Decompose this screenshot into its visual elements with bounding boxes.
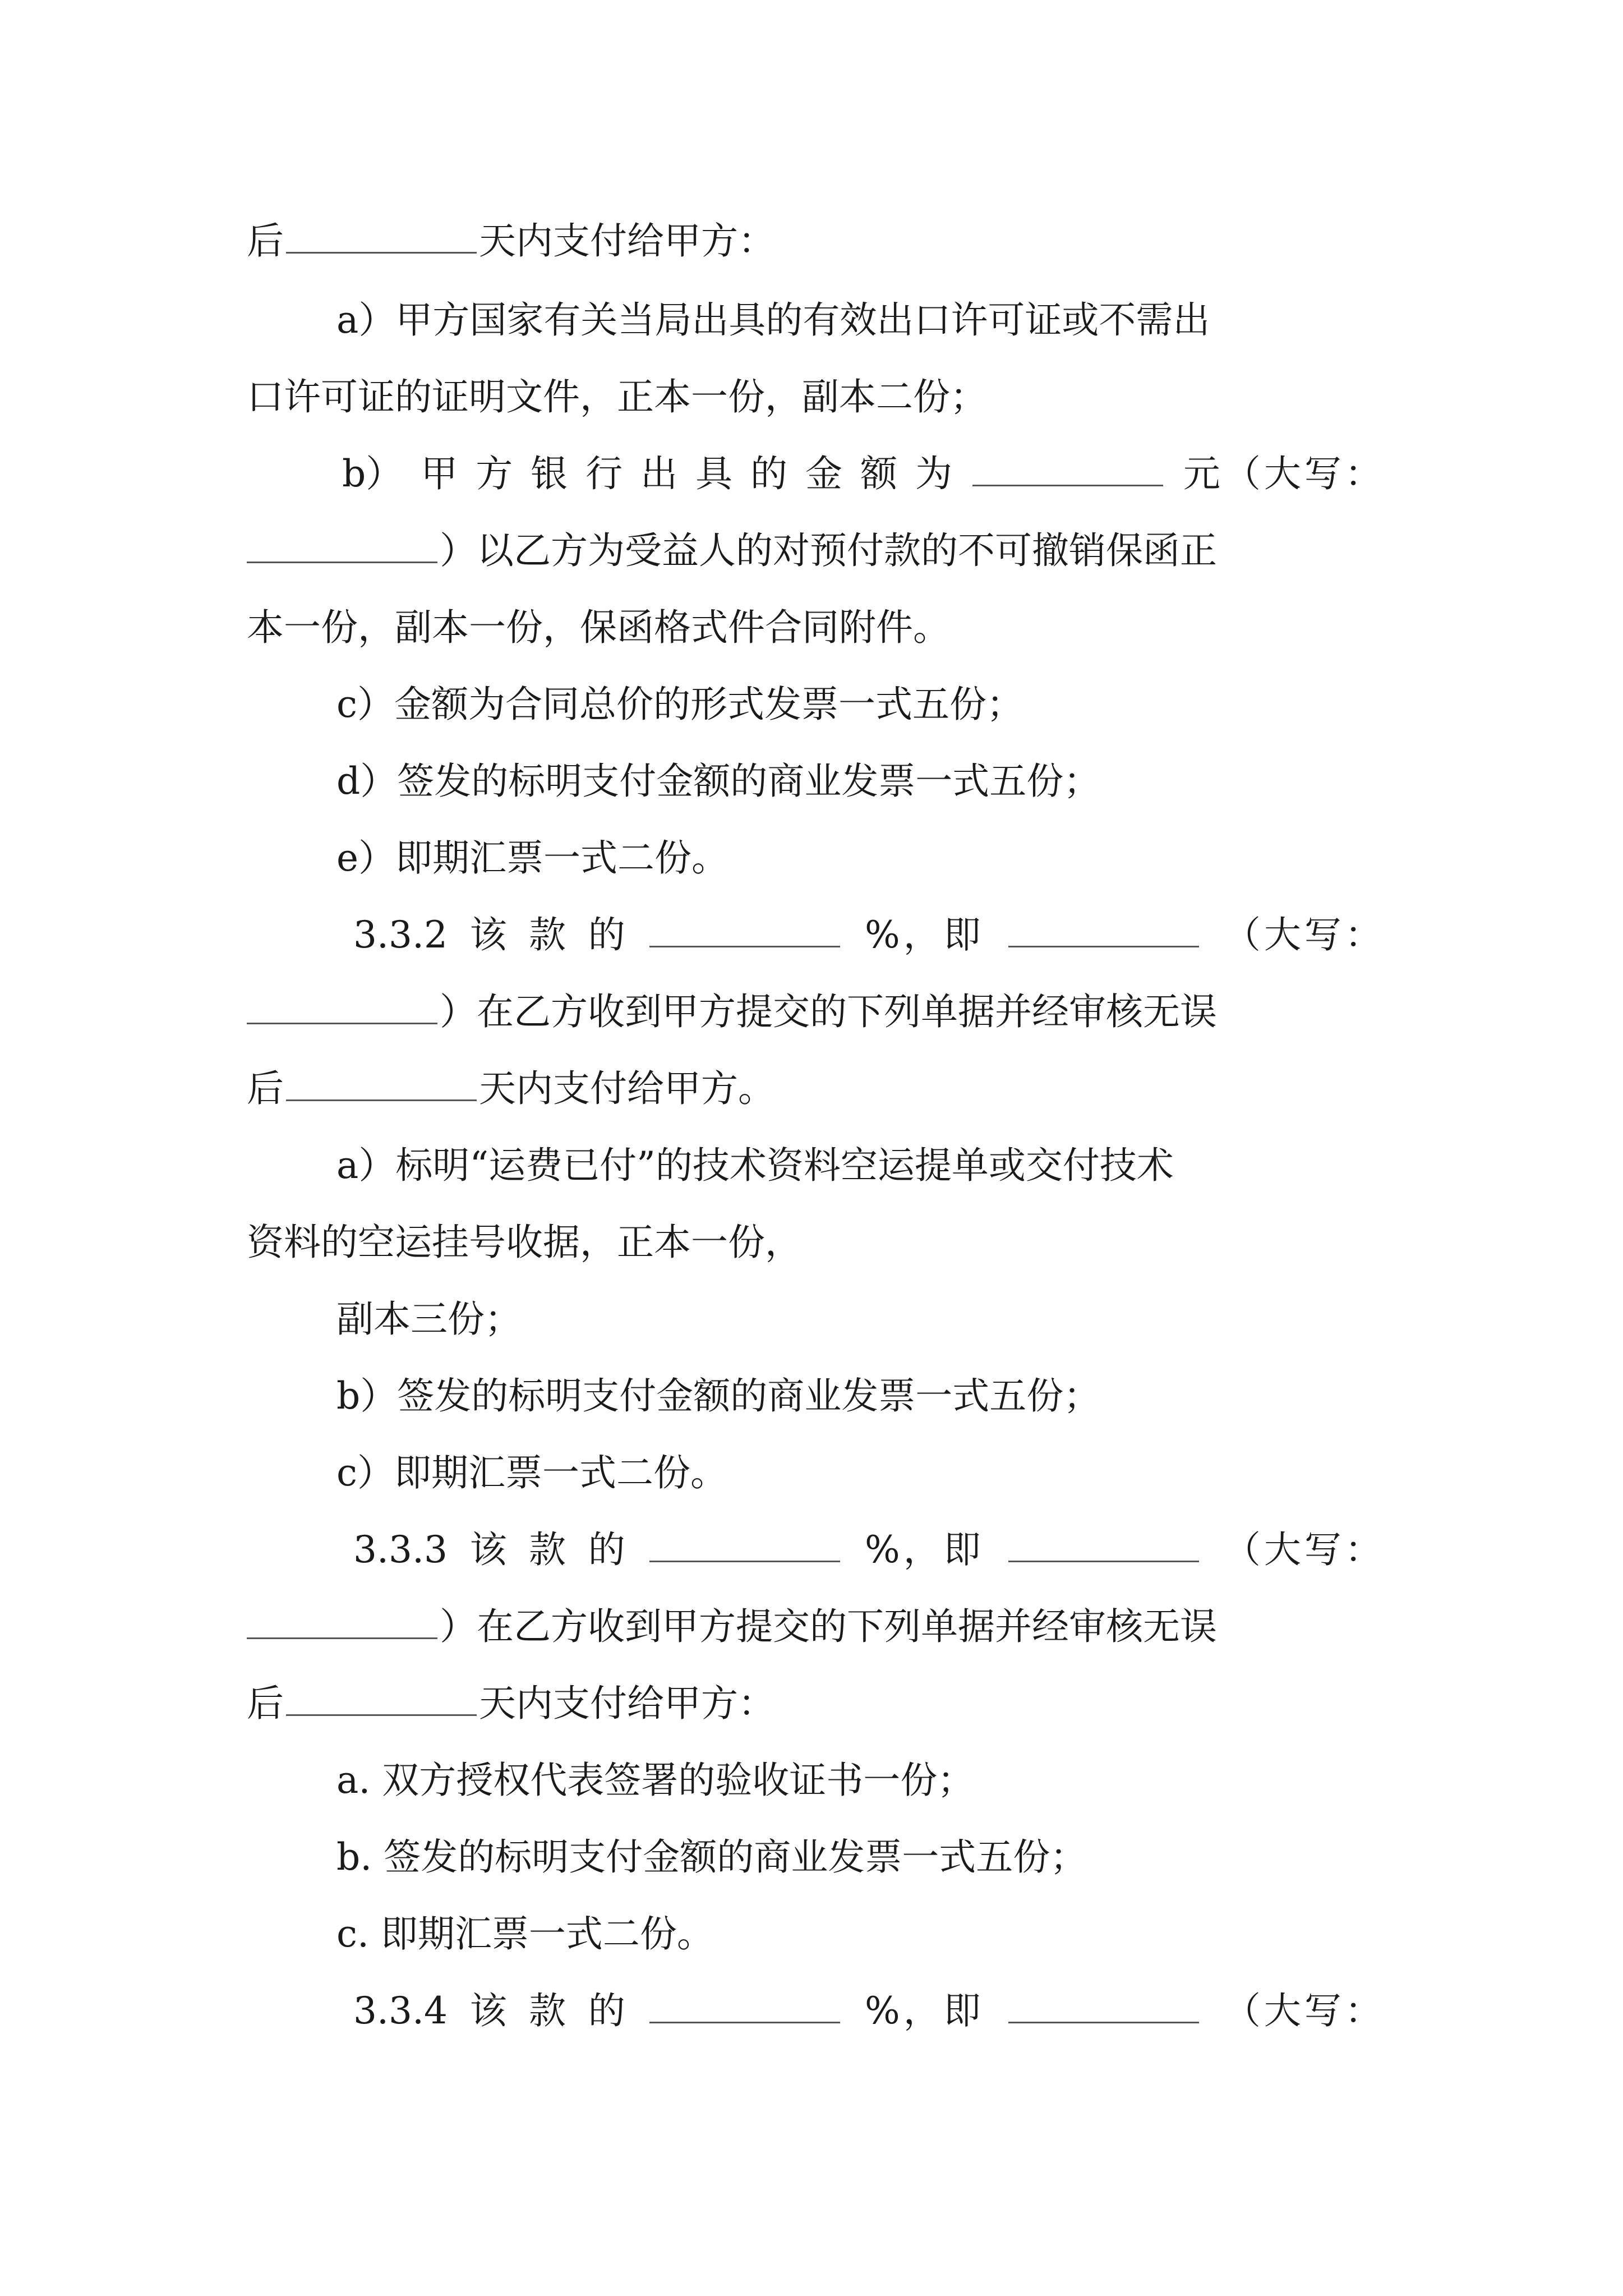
doc-line [336, 748, 1385, 815]
doc-line [336, 287, 1385, 354]
percent-blank[interactable] [649, 1985, 840, 2023]
line-prefix: 后 [247, 219, 284, 263]
line-suffix: 天内支付给甲方。 [479, 1067, 775, 1110]
doc-line [342, 440, 1385, 508]
line-prefix: 后 [247, 1682, 284, 1725]
clause-number: 3.3.4 [353, 1989, 448, 2032]
char: 款 [529, 913, 566, 956]
line-suffix: 元（大写： [1183, 452, 1385, 495]
amount-blank[interactable] [1008, 909, 1199, 947]
char: 方 [476, 452, 513, 495]
line-suffix: 天内支付给甲方： [479, 1682, 775, 1725]
doc-line [247, 208, 1385, 275]
char: 款 [529, 1989, 566, 2032]
doc-line [336, 1439, 1385, 1507]
char: 具 [695, 452, 733, 495]
line-suffix: 天内支付给甲方： [479, 219, 775, 263]
percent-text: %，即 [864, 913, 984, 956]
line-text: 口许可证的证明文件，正本一份，副本二份； [247, 375, 987, 418]
doc-line [336, 1132, 1385, 1199]
fill-blank[interactable] [286, 1062, 477, 1101]
char: 的 [750, 452, 788, 495]
doc-line [247, 1055, 1385, 1122]
line-suffix: （大写： [1223, 1528, 1385, 1571]
fill-blank[interactable] [972, 448, 1163, 486]
doc-line [336, 671, 1385, 738]
line-text: b. 签发的标明支付金额的商业发票一式五份； [336, 1835, 1087, 1879]
doc-line [336, 1901, 1385, 1968]
char: 的 [588, 913, 625, 956]
line-text: c）金额为合同总价的形式发票一式五份； [336, 683, 1023, 726]
doc-line [247, 1593, 1385, 1660]
char: 为 [915, 452, 952, 495]
line-suffix: ）在乙方收到甲方提交的下列单据并经审核无误 [440, 990, 1217, 1033]
line-text: 资料的空运挂号收据，正本一份， [247, 1221, 802, 1264]
doc-line [247, 364, 1385, 431]
doc-line [247, 1209, 1385, 1276]
line-text: 本一份，副本一份，保函格式件合同附件。 [247, 606, 950, 649]
line-text: a）标明“运费已付”的技术资料空运提单或交付技术 [336, 1144, 1174, 1187]
line-text: 副本三份； [336, 1297, 522, 1341]
doc-line [247, 517, 1385, 585]
fill-blank[interactable] [286, 1677, 477, 1716]
fill-blank[interactable] [247, 1600, 437, 1639]
clause-number: 3.3.2 [353, 913, 448, 956]
line-text: a. 双方授权代表签署的验收证书一份； [336, 1759, 975, 1802]
char: 该 [469, 913, 507, 956]
amount-blank[interactable] [1008, 1524, 1199, 1562]
char: 行 [585, 452, 623, 495]
percent-blank[interactable] [649, 1524, 840, 1562]
percent-text: %，即 [864, 1528, 984, 1571]
char: 该 [469, 1989, 507, 2032]
line-text: d）签发的标明支付金额的商业发票一式五份； [336, 760, 1101, 803]
doc-line [336, 825, 1385, 892]
doc-line [353, 901, 1385, 969]
line-text: c）即期汇票一式二份。 [336, 1451, 727, 1494]
line-suffix: （大写： [1223, 1989, 1385, 2032]
doc-line [336, 1824, 1385, 1891]
fill-blank[interactable] [286, 215, 477, 254]
doc-line [353, 1516, 1385, 1584]
line-text: c. 即期汇票一式二份。 [336, 1912, 714, 1955]
percent-blank[interactable] [649, 909, 840, 947]
char: 出 [640, 452, 678, 495]
char: 的 [588, 1989, 625, 2032]
char: 金 [805, 452, 842, 495]
item-label: b） [342, 452, 403, 495]
doc-line [336, 1363, 1385, 1430]
char: 额 [860, 452, 897, 495]
clause-number: 3.3.3 [353, 1528, 448, 1571]
doc-line [336, 1747, 1385, 1814]
char: 款 [529, 1528, 566, 1571]
char: 甲 [421, 452, 458, 495]
char: 的 [588, 1528, 625, 1571]
doc-line [353, 1977, 1385, 2045]
line-text: a）甲方国家有关当局出具的有效出口许可证或不需出 [336, 298, 1210, 342]
doc-line [247, 978, 1385, 1046]
doc-line [247, 594, 1385, 661]
amount-blank[interactable] [1008, 1985, 1199, 2023]
line-prefix: 后 [247, 1067, 284, 1110]
fill-blank[interactable] [247, 524, 437, 563]
line-suffix: （大写： [1223, 913, 1385, 956]
char: 银 [531, 452, 568, 495]
doc-line [247, 1670, 1385, 1737]
line-text: b）签发的标明支付金额的商业发票一式五份； [336, 1374, 1101, 1418]
line-suffix: ）以乙方为受益人的对预付款的不可撤销保函正 [440, 529, 1217, 572]
percent-text: %，即 [864, 1989, 984, 2032]
line-text: e）即期汇票一式二份。 [336, 836, 729, 880]
line-suffix: ）在乙方收到甲方提交的下列单据并经审核无误 [440, 1605, 1217, 1648]
char: 该 [469, 1528, 507, 1571]
fill-blank[interactable] [247, 986, 437, 1024]
doc-line [336, 1286, 1385, 1353]
